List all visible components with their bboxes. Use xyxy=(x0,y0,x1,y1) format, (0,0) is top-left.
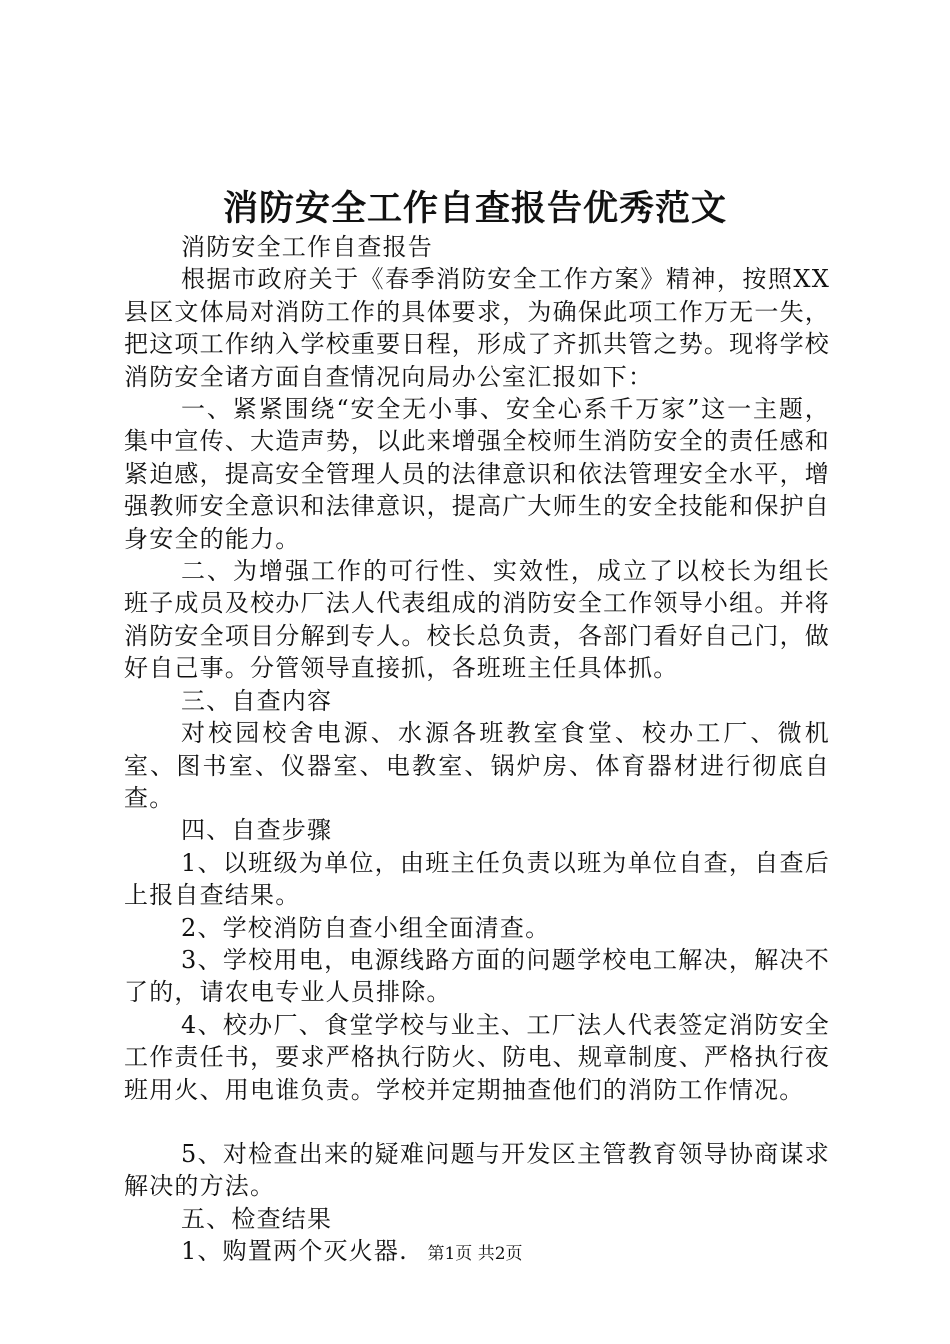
paragraph-intro: 根据市政府关于《春季消防安全工作方案》精神，按照XX县区文体局对消防工作的具体要求，为确保此项工作万无一失，把这项工作纳入学校重要日程，形成了齐抓共管之势。现将学校消防安全诸方面自查情况向局办公室汇报如下： xyxy=(124,265,830,391)
paragraph-step-5: 5、对检查出来的疑难问题与开发区主管教育领导协商谋求解决的方法。 xyxy=(124,1139,830,1201)
paragraph-section-1: 一、紧紧围绕“安全无小事、安全心系千万家”这一主题，集中宣传、大造声势，以此来增强全校师生消防安全的责任感和紧迫感，提高安全管理人员的法律意识和依法管理安全水平，增强教师安全意识和法律意识，提高广大师生的安全技能和保护自身安全的能力。 xyxy=(124,395,830,553)
heading-section-4: 四、自查步骤 xyxy=(181,816,333,845)
paragraph-subtitle: 消防安全工作自查报告 xyxy=(181,233,433,261)
paragraph-step-3: 3、学校用电，电源线路方面的问题学校电工解决，解决不了的，请农电专业人员排除。 xyxy=(124,945,830,1007)
paragraph-step-2: 2、学校消防自查小组全面清查。 xyxy=(181,913,551,942)
paragraph-step-4: 4、校办厂、食堂学校与业主、工厂法人代表签定消防安全工作责任书，要求严格执行防火、防电、规章制度、严格执行夜班用火、用电谁负责。学校并定期抽查他们的消防工作情况。 xyxy=(124,1010,830,1104)
paragraph-step-1: 1、以班级为单位，由班主任负责以班为单位自查，自查后上报自查结果。 xyxy=(124,848,830,910)
heading-section-3: 三、自查内容 xyxy=(181,686,333,715)
heading-section-5: 五、检查结果 xyxy=(181,1204,333,1233)
page-number-footer: 第1页 共2页 xyxy=(427,1244,523,1264)
paragraph-section-2: 二、为增强工作的可行性、实效性，成立了以校长为组长班子成员及校办厂法人代表组成的消防安全工作领导小组。并将消防安全项目分解到专人。校长总负责，各部门看好自己门，做好自己事。分管领导直接抓，各班班主任具体抓。 xyxy=(124,557,830,683)
document-body xyxy=(124,231,830,1268)
document-title: 消防安全工作自查报告优秀范文 xyxy=(222,189,727,229)
paragraph-section-3: 对校园校舍电源、水源各班教室食堂、校办工厂、微机室、图书室、仪器室、电教室、锅炉房、体育器材进行彻底自查。 xyxy=(124,719,830,812)
paragraph-result-1: 1、购置两个灭火器. xyxy=(181,1237,408,1266)
